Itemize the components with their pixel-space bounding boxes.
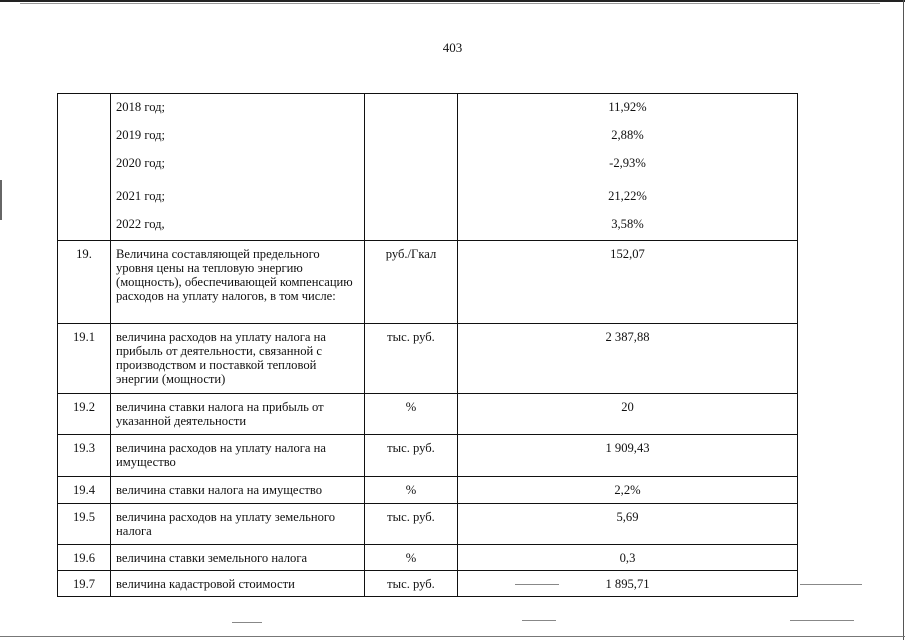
row-number: 19.3 <box>58 435 111 477</box>
table-row-years <box>58 94 798 241</box>
table-row <box>58 435 798 477</box>
row-name: величина расходов на уплату налога на имущество <box>111 435 365 477</box>
table-row <box>58 571 798 597</box>
row-unit: тыс. руб. <box>365 571 458 597</box>
scan-left-edge-mark <box>0 180 2 220</box>
row-value: 2 387,88 <box>458 324 798 394</box>
row-unit: тыс. руб. <box>365 435 458 477</box>
table-row <box>58 504 798 545</box>
table-row <box>58 477 798 504</box>
scan-noise-mark <box>800 584 862 585</box>
row-number: 19.6 <box>58 545 111 571</box>
tariff-table <box>57 93 798 597</box>
year-value-2021: 21,22% <box>608 189 647 203</box>
year-label-2021: 2021 год; <box>116 189 166 203</box>
row-value: 5,69 <box>458 504 798 545</box>
row-name: величина ставки налога на прибыль от указанной деятельности <box>111 394 365 435</box>
cell-num-empty <box>58 94 111 241</box>
scan-noise-mark <box>790 620 854 621</box>
row-value: 1 909,43 <box>458 435 798 477</box>
row-value: 0,3 <box>458 545 798 571</box>
row-unit: % <box>365 545 458 571</box>
year-value-2020: -2,93% <box>609 156 646 170</box>
table-row <box>58 545 798 571</box>
year-label-2022: 2022 год, <box>116 217 165 231</box>
scan-bottom-border <box>0 636 905 637</box>
scan-noise-mark <box>232 622 262 623</box>
row-number: 19. <box>58 241 111 324</box>
table-row <box>58 394 798 435</box>
year-value-2018: 11,92% <box>608 100 647 114</box>
row-unit: % <box>365 477 458 504</box>
table-row <box>58 241 798 324</box>
row-unit: тыс. руб. <box>365 504 458 545</box>
row-name: величина расходов на уплату земельного налога <box>111 504 365 545</box>
row-unit: тыс. руб. <box>365 324 458 394</box>
year-value-2019: 2,88% <box>611 128 644 142</box>
row-name: величина ставки земельного налога <box>111 545 365 571</box>
row-name: величина ставки налога на имущество <box>111 477 365 504</box>
year-label-2018: 2018 год; <box>116 100 166 114</box>
page-number: 403 <box>442 40 463 55</box>
row-value: 1 895,71 <box>458 571 798 597</box>
table-row <box>58 324 798 394</box>
row-unit: руб./Гкал <box>365 241 458 324</box>
scan-right-border <box>903 0 904 640</box>
year-label-2019: 2019 год; <box>116 128 166 142</box>
scan-noise-mark <box>515 584 559 585</box>
row-name: величина кадастровой стоимости <box>111 571 365 597</box>
scan-top-border <box>0 0 905 2</box>
row-name: Величина составляющей предельного уровня цены на тепловую энергию (мощность), обеспечивающей компенсацию расходов на уплату налогов, в том числе: <box>111 241 365 324</box>
cell-years <box>111 94 365 241</box>
row-name: величина расходов на уплату налога на прибыль от деятельности, связанной с производством и поставкой тепловой энергии (мощности) <box>111 324 365 394</box>
row-number: 19.4 <box>58 477 111 504</box>
cell-year-values <box>458 94 798 241</box>
row-number: 19.2 <box>58 394 111 435</box>
cell-unit-empty <box>365 94 458 241</box>
row-value: 2,2% <box>458 477 798 504</box>
row-value: 152,07 <box>458 241 798 324</box>
row-number: 19.1 <box>58 324 111 394</box>
scan-noise-mark <box>522 620 556 621</box>
row-value: 20 <box>458 394 798 435</box>
year-label-2020: 2020 год; <box>116 156 166 170</box>
row-unit: % <box>365 394 458 435</box>
scan-top-border-secondary <box>20 3 880 4</box>
row-number: 19.7 <box>58 571 111 597</box>
row-number: 19.5 <box>58 504 111 545</box>
year-value-2022: 3,58% <box>611 217 644 231</box>
